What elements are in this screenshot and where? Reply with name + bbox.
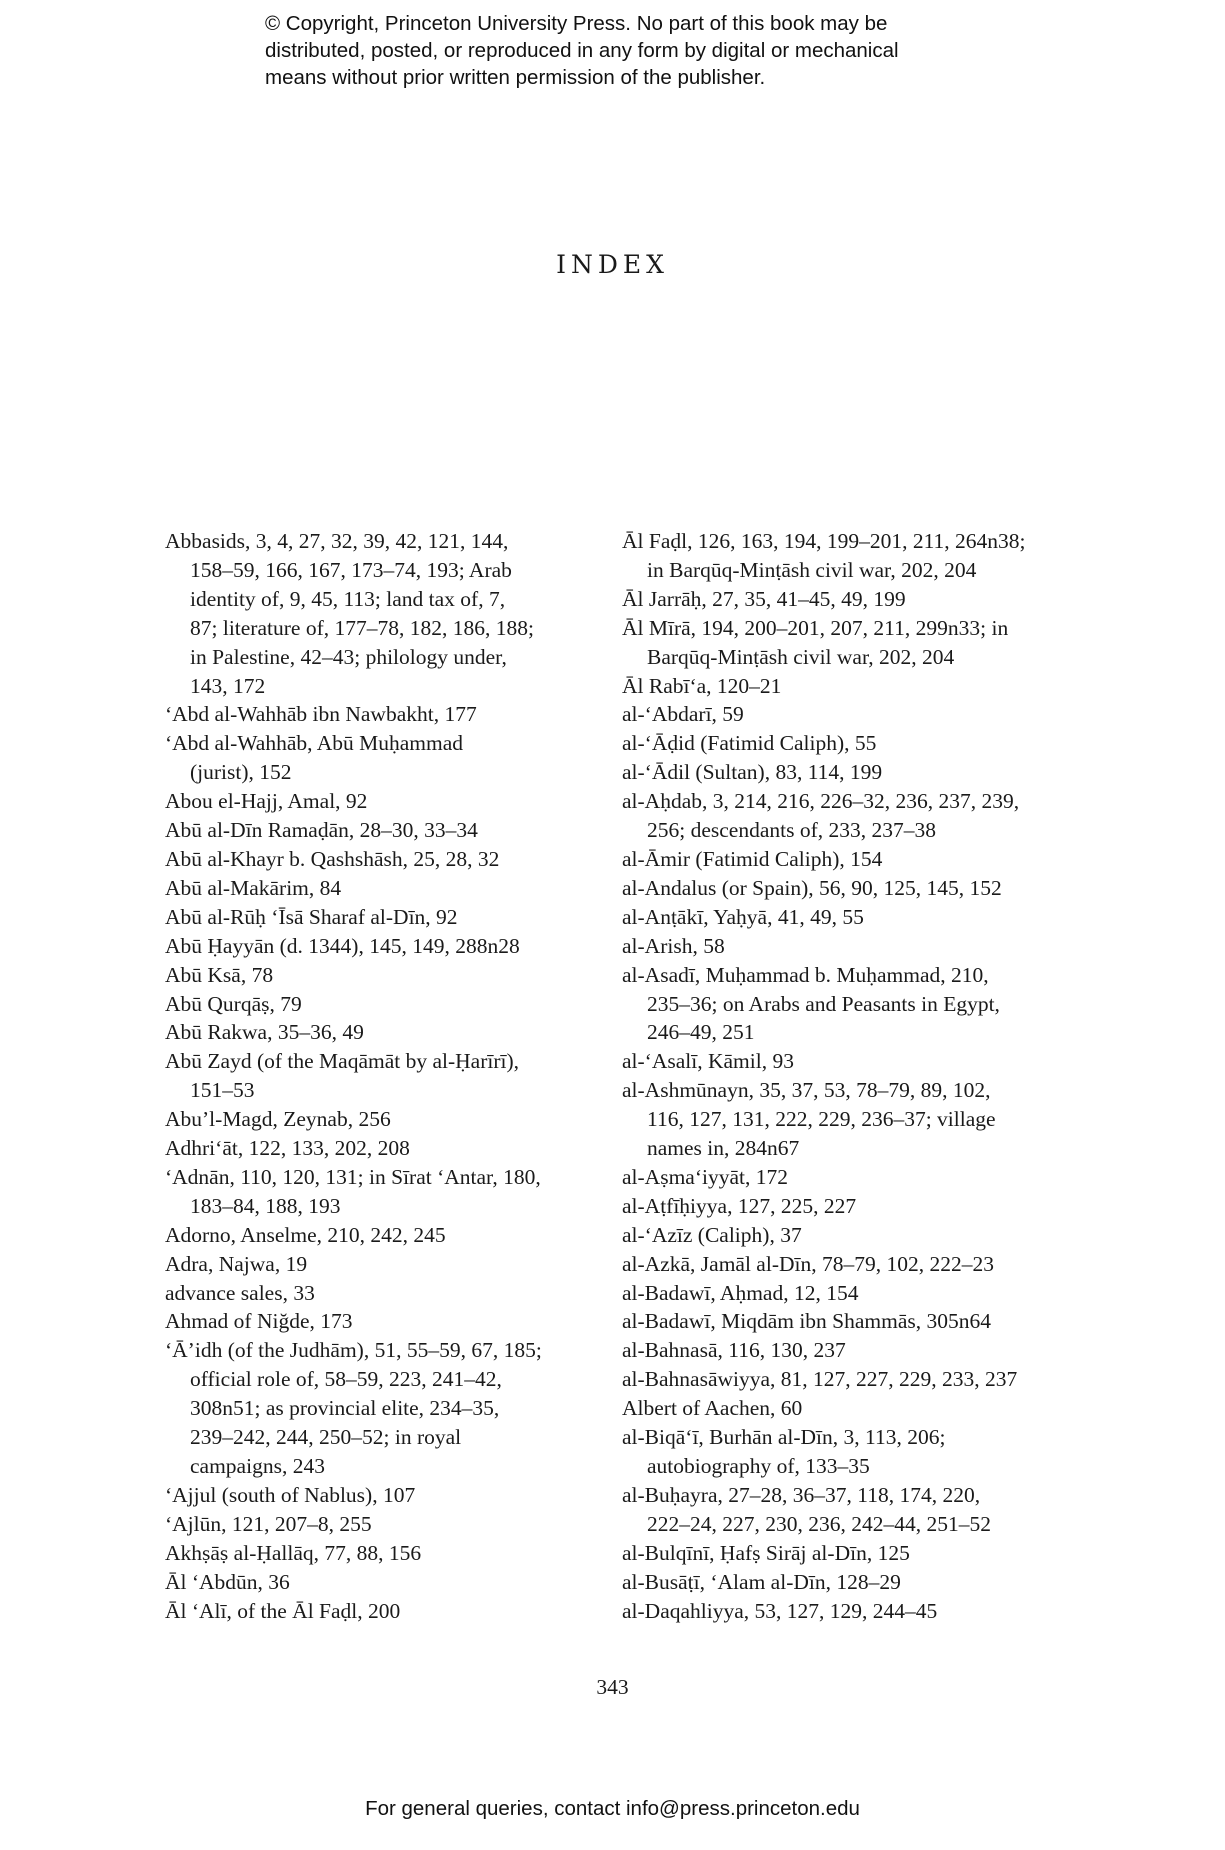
index-entry bbox=[165, 961, 560, 990]
index-entry-heading: Abū Rakwa, 35–36, 49 bbox=[165, 1020, 364, 1045]
index-entry bbox=[165, 1336, 560, 1481]
index-entry-continuation: 143, 172 bbox=[190, 673, 266, 698]
index-entry-heading: Adorno, Anselme, 210, 242, 245 bbox=[165, 1222, 446, 1247]
index-entry-heading: Abu’l-Magd, Zeynab, 256 bbox=[165, 1107, 391, 1132]
index-entry bbox=[165, 787, 560, 816]
index-entry-heading: al-‘Asalī, Kāmil, 93 bbox=[622, 1049, 794, 1074]
index-entry-continuation: 158–59, 166, 167, 173–74, 193; Arab bbox=[190, 557, 512, 582]
index-entry-heading: Adhri‘āt, 122, 133, 202, 208 bbox=[165, 1136, 410, 1161]
index-entry-heading: al-Badawī, Miqdām ibn Shammās, 305n64 bbox=[622, 1309, 992, 1334]
index-entry bbox=[622, 1481, 1042, 1539]
index-entry-heading: ‘Adnān, 110, 120, 131; in Sīrat ‘Antar, 180, bbox=[165, 1164, 541, 1189]
index-entry-heading: al-Daqahliyya, 53, 127, 129, 244–45 bbox=[622, 1598, 938, 1623]
copyright-line: © Copyright, Princeton University Press. No part of this book may be bbox=[265, 12, 888, 35]
index-entry-heading: al-‘Abdarī, 59 bbox=[622, 702, 744, 727]
index-entry-heading: Abū al-Dīn Ramaḍān, 28–30, 33–34 bbox=[165, 818, 478, 843]
index-entry-heading: Ahmad of Niğde, 173 bbox=[165, 1309, 353, 1334]
index-entry-heading: al-Azkā, Jamāl al-Dīn, 78–79, 102, 222–23 bbox=[622, 1251, 994, 1276]
index-entry-continuation: 239–242, 244, 250–52; in royal bbox=[190, 1425, 462, 1450]
index-entry-heading: Abou el-Hajj, Amal, 92 bbox=[165, 789, 368, 814]
index-entry-heading: al-Āmir (Fatimid Caliph), 154 bbox=[622, 846, 883, 871]
index-entry-heading: al-‘Āḍid (Fatimid Caliph), 55 bbox=[622, 731, 877, 756]
index-entry-heading: al-Badawī, Aḥmad, 12, 154 bbox=[622, 1280, 859, 1305]
index-entry-heading: ‘Ā’idh (of the Judhām), 51, 55–59, 67, 185; bbox=[165, 1338, 542, 1363]
index-entry bbox=[622, 1192, 1042, 1221]
index-entry bbox=[622, 758, 1042, 787]
index-entry bbox=[165, 874, 560, 903]
index-entry bbox=[165, 816, 560, 845]
index-entry bbox=[165, 1539, 560, 1568]
index-entry-heading: al-Busāṭī, ‘Alam al-Dīn, 128–29 bbox=[622, 1569, 901, 1594]
index-entry-continuation: names in, 284n67 bbox=[647, 1136, 800, 1161]
index-entry-heading: al-Bulqīnī, Ḥafṣ Sirāj al-Dīn, 125 bbox=[622, 1540, 910, 1565]
index-entry-heading: al-Anṭākī, Yaḥyā, 41, 49, 55 bbox=[622, 904, 864, 929]
index-entry bbox=[622, 1047, 1042, 1076]
index-entry-heading: Āl Jarrāḥ, 27, 35, 41–45, 49, 199 bbox=[622, 586, 906, 611]
index-entry-continuation: official role of, 58–59, 223, 241–42, bbox=[190, 1367, 502, 1392]
index-entry-continuation: (jurist), 152 bbox=[190, 760, 292, 785]
index-entry bbox=[622, 614, 1042, 672]
index-entry-continuation: identity of, 9, 45, 113; land tax of, 7, bbox=[190, 586, 506, 611]
index-entry-continuation: 183–84, 188, 193 bbox=[190, 1193, 341, 1218]
footer-contact: For general queries, contact info@press.princeton.edu bbox=[365, 1797, 860, 1820]
index-entry-heading: Abū Zayd (of the Maqāmāt by al-Ḥarīrī), bbox=[165, 1049, 520, 1074]
index-entry-heading: al-Andalus (or Spain), 56, 90, 125, 145, 152 bbox=[622, 875, 1002, 900]
index-entry-heading: al-Bahnasā, 116, 130, 237 bbox=[622, 1338, 846, 1363]
index-entry-heading: ‘Abd al-Wahhāb, Abū Muḥammad bbox=[165, 731, 464, 756]
index-entry bbox=[165, 1221, 560, 1250]
index-column-right bbox=[622, 527, 1042, 1625]
index-entry bbox=[622, 1394, 1042, 1423]
index-column-left bbox=[165, 527, 560, 1625]
index-entry-heading: al-Aṭfīḥiyya, 127, 225, 227 bbox=[622, 1193, 857, 1218]
index-entry bbox=[165, 1279, 560, 1308]
index-entry bbox=[165, 729, 560, 787]
index-entry bbox=[622, 787, 1042, 845]
index-entry-continuation: 116, 127, 131, 222, 229, 236–37; village bbox=[647, 1107, 996, 1132]
index-entry bbox=[622, 1163, 1042, 1192]
index-entry-heading: al-Biqā‘ī, Burhān al-Dīn, 3, 113, 206; bbox=[622, 1425, 946, 1450]
index-entry-heading: Abū al-Makārim, 84 bbox=[165, 875, 342, 900]
index-entry-heading: Adra, Najwa, 19 bbox=[165, 1251, 308, 1276]
index-entry-continuation: 246–49, 251 bbox=[647, 1020, 755, 1045]
index-entry bbox=[622, 1279, 1042, 1308]
index-entry bbox=[165, 1307, 560, 1336]
page-number: 343 bbox=[596, 1675, 629, 1699]
index-entry bbox=[165, 1597, 560, 1626]
index-entry bbox=[622, 874, 1042, 903]
index-entry-heading: Albert of Aachen, 60 bbox=[622, 1396, 803, 1421]
index-entry-heading: Abū Ksā, 78 bbox=[165, 962, 274, 987]
index-entry-heading: al-Bahnasāwiyya, 81, 127, 227, 229, 233, 237 bbox=[622, 1367, 1018, 1392]
index-entry bbox=[622, 1423, 1042, 1481]
index-entry-continuation: in Palestine, 42–43; philology under, bbox=[190, 644, 507, 669]
index-entry-continuation: 151–53 bbox=[190, 1078, 255, 1103]
index-entry bbox=[165, 1568, 560, 1597]
index-entry bbox=[622, 729, 1042, 758]
index-entry-heading: ‘Ajjul (south of Nablus), 107 bbox=[165, 1482, 416, 1507]
index-entry bbox=[622, 903, 1042, 932]
index-entry-continuation: 222–24, 227, 230, 236, 242–44, 251–52 bbox=[647, 1511, 991, 1536]
index-entry bbox=[165, 990, 560, 1019]
index-entry-heading: Āl ‘Alī, of the Āl Faḍl, 200 bbox=[165, 1598, 401, 1623]
index-entry bbox=[165, 1105, 560, 1134]
index-entry-heading: al-‘Ādil (Sultan), 83, 114, 199 bbox=[622, 760, 883, 785]
index-entry bbox=[622, 585, 1042, 614]
index-entry-heading: al-Aṣma‘iyyāt, 172 bbox=[622, 1164, 788, 1189]
index-entry bbox=[622, 672, 1042, 701]
index-entry-heading: al-Arish, 58 bbox=[622, 933, 725, 958]
index-entry-continuation: 87; literature of, 177–78, 182, 186, 188; bbox=[190, 615, 534, 640]
index-entry-heading: al-Ashmūnayn, 35, 37, 53, 78–79, 89, 102, bbox=[622, 1078, 991, 1103]
index-entry-heading: al-Asadī, Muḥammad b. Muḥammad, 210, bbox=[622, 962, 989, 987]
index-entry bbox=[165, 1134, 560, 1163]
index-entry bbox=[622, 700, 1042, 729]
index-entry-heading: Abū Ḥayyān (d. 1344), 145, 149, 288n28 bbox=[165, 933, 520, 958]
index-entry-heading: al-Aḥdab, 3, 214, 216, 226–32, 236, 237, 239, bbox=[622, 789, 1020, 814]
index-entry bbox=[622, 1336, 1042, 1365]
copyright-notice bbox=[265, 10, 1025, 91]
index-entry bbox=[165, 1510, 560, 1539]
index-entry-continuation: campaigns, 243 bbox=[190, 1454, 325, 1478]
index-entry bbox=[622, 1365, 1042, 1394]
index-entry bbox=[622, 1076, 1042, 1163]
index-entry-heading: Abū Qurqāṣ, 79 bbox=[165, 991, 302, 1016]
index-entry bbox=[165, 903, 560, 932]
index-entry-heading: Abbasids, 3, 4, 27, 32, 39, 42, 121, 144, bbox=[165, 529, 509, 553]
index-entry bbox=[622, 845, 1042, 874]
index-entry-heading: Āl Mīrā, 194, 200–201, 207, 211, 299n33; in bbox=[622, 615, 1009, 640]
index-entry-continuation: autobiography of, 133–35 bbox=[647, 1454, 870, 1478]
index-entry-heading: Āl Faḍl, 126, 163, 194, 199–201, 211, 264n38; bbox=[622, 529, 1026, 553]
index-entry bbox=[622, 932, 1042, 961]
index-entry-heading: al-Buḥayra, 27–28, 36–37, 118, 174, 220, bbox=[622, 1482, 981, 1507]
index-entry-heading: Āl ‘Abdūn, 36 bbox=[165, 1569, 290, 1594]
page-title: INDEX bbox=[556, 250, 669, 279]
index-entry-continuation: in Barqūq-Minṭāsh civil war, 202, 204 bbox=[647, 557, 977, 582]
index-entry bbox=[622, 961, 1042, 1048]
index-entry-continuation: 256; descendants of, 233, 237–38 bbox=[647, 818, 937, 843]
index-entry bbox=[165, 845, 560, 874]
index-entry bbox=[165, 700, 560, 729]
index-entry-continuation: 235–36; on Arabs and Peasants in Egypt, bbox=[647, 991, 1000, 1016]
index-entry-heading: Āl Rabī‘a, 120–21 bbox=[622, 673, 782, 698]
index-entry bbox=[622, 1597, 1042, 1626]
index-entry bbox=[165, 1481, 560, 1510]
index-entry-heading: Abū al-Khayr b. Qashshāsh, 25, 28, 32 bbox=[165, 846, 500, 871]
copyright-line: distributed, posted, or reproduced in any form by digital or mechanical bbox=[265, 39, 899, 62]
copyright-line: means without prior written permission of the publisher. bbox=[265, 66, 766, 89]
index-entry bbox=[165, 1018, 560, 1047]
index-entry bbox=[165, 1047, 560, 1105]
index-entry bbox=[165, 527, 560, 700]
index-entry-continuation: Barqūq-Minṭāsh civil war, 202, 204 bbox=[647, 644, 955, 669]
index-entry bbox=[622, 1568, 1042, 1597]
index-entry bbox=[165, 1163, 560, 1221]
index-entry-heading: Abū al-Rūḥ ‘Īsā Sharaf al-Dīn, 92 bbox=[165, 904, 458, 929]
index-entry-heading: Akhṣāṣ al-Ḥallāq, 77, 88, 156 bbox=[165, 1540, 422, 1565]
index-entry bbox=[622, 1250, 1042, 1279]
index-entry-heading: advance sales, 33 bbox=[165, 1280, 315, 1305]
index-entry bbox=[622, 527, 1042, 585]
index-entry-continuation: 308n51; as provincial elite, 234–35, bbox=[190, 1396, 500, 1421]
index-entry bbox=[622, 1539, 1042, 1568]
index-entry-heading: ‘Abd al-Wahhāb ibn Nawbakht, 177 bbox=[165, 702, 477, 727]
index-entry bbox=[165, 1250, 560, 1279]
index-entry-heading: al-‘Azīz (Caliph), 37 bbox=[622, 1222, 802, 1247]
index-entry bbox=[622, 1221, 1042, 1250]
index-entry bbox=[165, 932, 560, 961]
index-entry-heading: ‘Ajlūn, 121, 207–8, 255 bbox=[165, 1511, 372, 1536]
index-entry bbox=[622, 1307, 1042, 1336]
